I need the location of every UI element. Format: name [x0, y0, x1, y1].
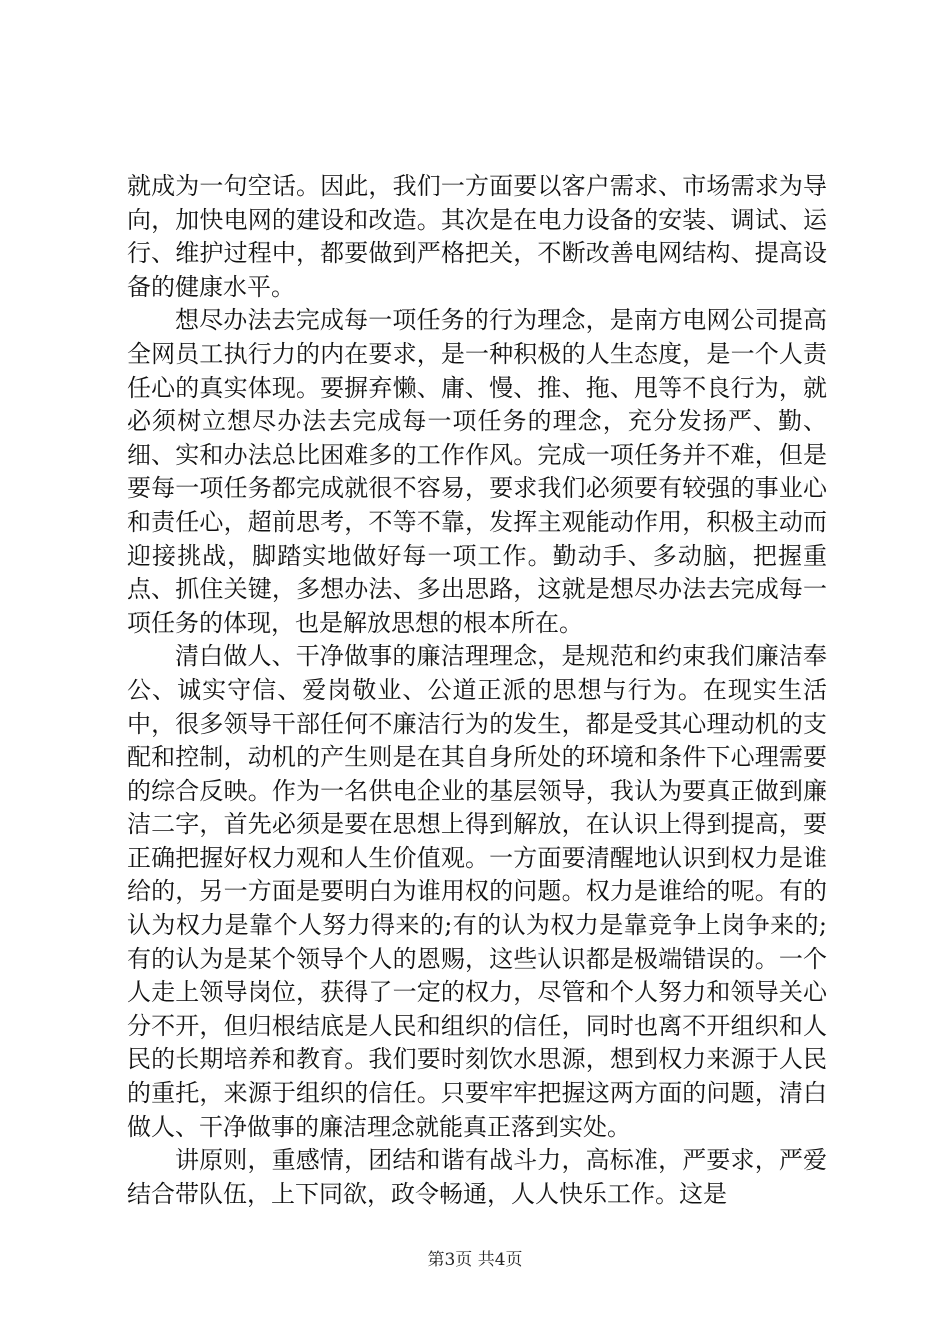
paragraph-1: 就成为一句空话。因此，我们一方面要以客户需求、市场需求为导向，加快电网的建设和改造。其次是在电力设备的安装、调试、运行、维护过程中，都要做到严格把关，不断改善电网结构、提高设备的健康水平。: [127, 172, 827, 301]
paragraph-2: 想尽办法去完成每一项任务的行为理念，是南方电网公司提高全网员工执行力的内在要求，是一种积极的人生态度，是一个人责任心的真实体现。要摒弃懒、庸、慢、推、拖、甩等不良行为，就必须树立想尽办法去完成每一项任务的理念，充分发扬严、勤、细、实和办法总比困难多的工作作风。完成一项任务并不难，但是要每一项任务都完成就很不容易，要求我们必须要有较强的事业心和责任心，超前思考，不等不靠，发挥主观能动作用，积极主动而迎接挑战，脚踏实地做好每一项工作。勤动手、多动脑，把握重点、抓住关键，多想办法、多出思路，这就是想尽办法去完成每一项任务的体现，也是解放思想的根本所在。: [127, 306, 827, 637]
page-number-footer: 第3页 共4页: [427, 1250, 523, 1270]
paragraph-4: 讲原则，重感情，团结和谐有战斗力，高标准，严要求，严爱结合带队伍，上下同欲，政令畅通，人人快乐工作。这是: [127, 1146, 827, 1208]
document-body: [127, 170, 827, 1211]
paragraph-3: 清白做人、干净做事的廉洁理理念，是规范和约束我们廉洁奉公、诚实守信、爱岗敬业、公道正派的思想与行为。在现实生活中，很多领导干部任何不廉洁行为的发生，都是受其心理动机的支配和控制，动机的产生则是在其自身所处的环境和条件下心理需要的综合反映。作为一名供电企业的基层领导，我认为要真正做到廉洁二字，首先必须是要在思想上得到解放，在认识上得到提高，要正确把握好权力观和人生价值观。一方面要清醒地认识到权力是谁给的，另一方面是要明白为谁用权的问题。权力是谁给的呢。有的认为权力是靠个人努力得来的;有的认为权力是靠竞争上岗争来的;有的认为是某个领导个人的恩赐，这些认识都是极端错误的。一个人走上领导岗位，获得了一定的权力，尽管和个人努力和领导关心分不开，但归根结底是人民和组织的信任，同时也离不开组织和人民的长期培养和教育。我们要时刻饮水思源，想到权力来源于人民的重托，来源于组织的信任。只要牢牢把握这两方面的问题，清白做人、干净做事的廉洁理念就能真正落到实处。: [127, 642, 827, 1141]
